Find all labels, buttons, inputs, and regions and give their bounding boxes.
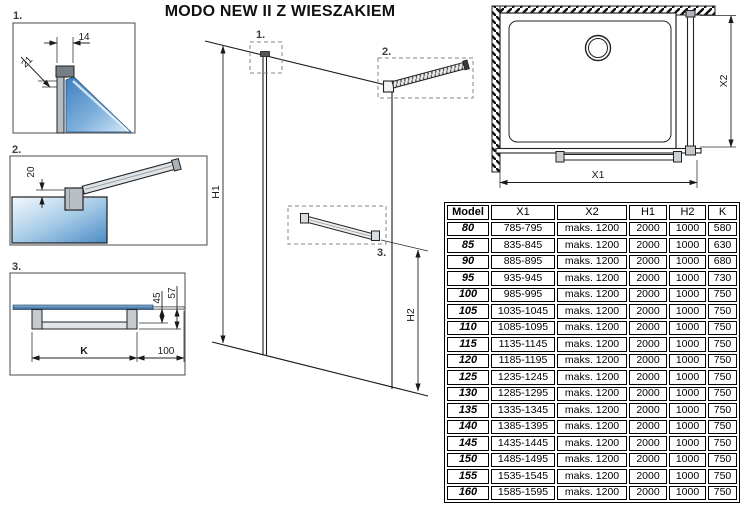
drain-outer — [586, 36, 611, 61]
dim-arm-offset: 20 — [26, 166, 37, 178]
table-row — [447, 453, 737, 468]
cell-k: 680 — [708, 255, 737, 270]
rail-post-left — [32, 310, 42, 330]
cell-k: 750 — [708, 469, 737, 484]
cell-x2: maks. 1200 — [557, 255, 627, 270]
cell-h2: 1000 — [669, 255, 706, 270]
cell-h1: 2000 — [629, 453, 667, 468]
cell-h1: 2000 — [629, 337, 667, 352]
cell-x2: maks. 1200 — [557, 321, 627, 336]
cell-x2: maks. 1200 — [557, 304, 627, 319]
cell-h1: 2000 — [629, 222, 667, 237]
cell-model: 150 — [447, 453, 489, 468]
cell-k: 750 — [708, 321, 737, 336]
table-row — [447, 222, 737, 237]
cell-x1: 1135-1145 — [491, 337, 555, 352]
cell-k: 750 — [708, 337, 737, 352]
cell-x1: 1235-1245 — [491, 370, 555, 385]
cell-h2: 1000 — [669, 453, 706, 468]
cell-model: 130 — [447, 387, 489, 402]
hanger-wall-strip — [153, 307, 184, 310]
cell-model: 90 — [447, 255, 489, 270]
cell-h2: 1000 — [669, 271, 706, 286]
dim-profile-gap: 21 — [19, 54, 36, 71]
cell-k: 750 — [708, 403, 737, 418]
towel-rail-bar — [32, 322, 137, 329]
cell-x2: maks. 1200 — [557, 370, 627, 385]
cell-k: 750 — [708, 436, 737, 451]
cell-h1: 2000 — [629, 354, 667, 369]
cell-h2: 1000 — [669, 304, 706, 319]
dim-h1: H1 — [210, 185, 222, 199]
wall-profile — [57, 77, 64, 133]
table-row — [447, 370, 737, 385]
dim-rail-end-100: 100 — [157, 346, 175, 357]
cell-h1: 2000 — [629, 288, 667, 303]
glass-top-edge — [12, 197, 107, 243]
header-k: K — [708, 205, 737, 220]
cell-x2: maks. 1200 — [557, 436, 627, 451]
cell-k: 630 — [708, 238, 737, 253]
cell-k: 750 — [708, 304, 737, 319]
cell-h2: 1000 — [669, 222, 706, 237]
cell-h2: 1000 — [669, 469, 706, 484]
cell-k: 750 — [708, 486, 737, 501]
detail-3-label: 3. — [12, 261, 22, 273]
cell-k: 750 — [708, 354, 737, 369]
rail-cap-right-plan — [674, 152, 682, 163]
glass-top-edge-line — [205, 41, 386, 85]
rail-post-right — [127, 310, 137, 330]
cell-h1: 2000 — [629, 321, 667, 336]
dim-rail-45: 45 — [152, 292, 163, 304]
cell-h2: 1000 — [669, 337, 706, 352]
cell-x1: 1285-1295 — [491, 387, 555, 402]
dim-x2: X2 — [718, 74, 730, 88]
cell-k: 750 — [708, 370, 737, 385]
dim-rail-span-k: K — [80, 345, 88, 357]
cell-h2: 1000 — [669, 370, 706, 385]
table-row — [447, 403, 737, 418]
cell-x2: maks. 1200 — [557, 337, 627, 352]
profile-top-cap — [261, 52, 270, 57]
table-row — [447, 321, 737, 336]
cell-model: 110 — [447, 321, 489, 336]
cell-model: 95 — [447, 271, 489, 286]
cell-x1: 1335-1345 — [491, 403, 555, 418]
towel-rail-plan — [562, 155, 675, 161]
cell-h2: 1000 — [669, 288, 706, 303]
cell-model: 115 — [447, 337, 489, 352]
table-row — [447, 420, 737, 435]
dim-profile-width: 14 — [78, 32, 90, 43]
cell-h2: 1000 — [669, 321, 706, 336]
cell-x2: maks. 1200 — [557, 238, 627, 253]
cell-x1: 1535-1545 — [491, 469, 555, 484]
table-row — [447, 238, 737, 253]
support-arm — [392, 60, 470, 89]
spec-table-body — [447, 222, 737, 501]
cell-h1: 2000 — [629, 255, 667, 270]
cell-model: 145 — [447, 436, 489, 451]
cell-x1: 935-945 — [491, 271, 555, 286]
plan-view — [492, 6, 736, 188]
table-row — [447, 337, 737, 352]
glass-edge-view — [13, 305, 153, 310]
table-row — [447, 436, 737, 451]
cell-x2: maks. 1200 — [557, 453, 627, 468]
cell-x2: maks. 1200 — [557, 271, 627, 286]
cell-h1: 2000 — [629, 420, 667, 435]
cell-h1: 2000 — [629, 238, 667, 253]
callout-3-label: 3. — [377, 247, 387, 259]
cell-x2: maks. 1200 — [557, 354, 627, 369]
cell-model: 140 — [447, 420, 489, 435]
glass-panel-plan — [496, 149, 701, 154]
cell-k: 750 — [708, 420, 737, 435]
cell-h1: 2000 — [629, 469, 667, 484]
cell-model: 155 — [447, 469, 489, 484]
cell-h1: 2000 — [629, 486, 667, 501]
support-arm-plan — [688, 15, 694, 149]
cell-x1: 785-795 — [491, 222, 555, 237]
cell-model: 100 — [447, 288, 489, 303]
cell-h1: 2000 — [629, 387, 667, 402]
cell-x1: 1035-1045 — [491, 304, 555, 319]
detail-2-label: 2. — [12, 144, 22, 156]
header-h1: H1 — [629, 205, 667, 220]
cell-model: 85 — [447, 238, 489, 253]
cell-x1: 985-995 — [491, 288, 555, 303]
cell-model: 105 — [447, 304, 489, 319]
cell-model: 160 — [447, 486, 489, 501]
cell-x1: 1585-1595 — [491, 486, 555, 501]
callout-2-label: 2. — [382, 46, 392, 58]
table-row — [447, 304, 737, 319]
detail-1-label: 1. — [13, 10, 23, 22]
dim-rail-57: 57 — [167, 287, 178, 299]
cell-x1: 835-845 — [491, 238, 555, 253]
rail-cap-left-plan — [556, 152, 564, 163]
table-row — [447, 469, 737, 484]
cell-x2: maks. 1200 — [557, 403, 627, 418]
cell-h2: 1000 — [669, 486, 706, 501]
cell-h1: 2000 — [629, 304, 667, 319]
cell-x2: maks. 1200 — [557, 387, 627, 402]
cell-model: 135 — [447, 403, 489, 418]
cell-h1: 2000 — [629, 271, 667, 286]
cell-x1: 885-895 — [491, 255, 555, 270]
cell-h1: 2000 — [629, 370, 667, 385]
cell-x1: 1185-1195 — [491, 354, 555, 369]
wall-hatch-left — [492, 6, 500, 172]
cell-h2: 1000 — [669, 436, 706, 451]
cell-k: 750 — [708, 387, 737, 402]
table-row — [447, 271, 737, 286]
elevation-view — [205, 29, 473, 396]
header-x1: X1 — [491, 205, 555, 220]
cell-model: 125 — [447, 370, 489, 385]
glass-clamp — [65, 188, 83, 210]
cell-model: 80 — [447, 222, 489, 237]
cell-h1: 2000 — [629, 403, 667, 418]
cell-x1: 1485-1495 — [491, 453, 555, 468]
rail-bracket-left — [301, 214, 309, 224]
table-row — [447, 255, 737, 270]
table-row — [447, 486, 737, 501]
detail-3-hanger-section — [10, 261, 185, 375]
arm-glass-connector-plan — [686, 146, 696, 155]
cell-k: 750 — [708, 453, 737, 468]
header-h2: H2 — [669, 205, 706, 220]
profile-cap — [56, 66, 74, 77]
cell-h2: 1000 — [669, 354, 706, 369]
support-arm-detail — [82, 159, 181, 196]
cell-k: 750 — [708, 288, 737, 303]
header-x2: X2 — [557, 205, 627, 220]
dim-h2: H2 — [405, 308, 417, 322]
cell-x2: maks. 1200 — [557, 420, 627, 435]
table-row — [447, 288, 737, 303]
detail-1-wall-profile-section — [13, 10, 135, 133]
cell-x1: 1435-1445 — [491, 436, 555, 451]
cell-k: 580 — [708, 222, 737, 237]
cell-x1: 1085-1095 — [491, 321, 555, 336]
cell-x2: maks. 1200 — [557, 469, 627, 484]
rail-bracket-right — [372, 231, 380, 241]
cell-x2: maks. 1200 — [557, 222, 627, 237]
spec-table — [444, 202, 740, 503]
cell-model: 120 — [447, 354, 489, 369]
cell-x1: 1385-1395 — [491, 420, 555, 435]
cell-h2: 1000 — [669, 238, 706, 253]
page-title: MODO NEW II Z WIESZAKIEM — [164, 3, 396, 20]
cell-x2: maks. 1200 — [557, 486, 627, 501]
cell-h2: 1000 — [669, 420, 706, 435]
dim-x1: X1 — [591, 169, 605, 181]
table-header-row — [447, 205, 737, 220]
table-row — [447, 354, 737, 369]
cell-k: 730 — [708, 271, 737, 286]
detail-2-arm-mount-section — [10, 144, 207, 245]
header-model: Model — [447, 205, 489, 220]
callout-1-label: 1. — [256, 29, 266, 41]
glass-bottom-edge-line — [212, 342, 428, 396]
cell-x2: maks. 1200 — [557, 288, 627, 303]
table-row — [447, 387, 737, 402]
arm-wall-bracket-plan — [686, 11, 695, 18]
cell-h2: 1000 — [669, 403, 706, 418]
cell-h1: 2000 — [629, 436, 667, 451]
cell-h2: 1000 — [669, 387, 706, 402]
